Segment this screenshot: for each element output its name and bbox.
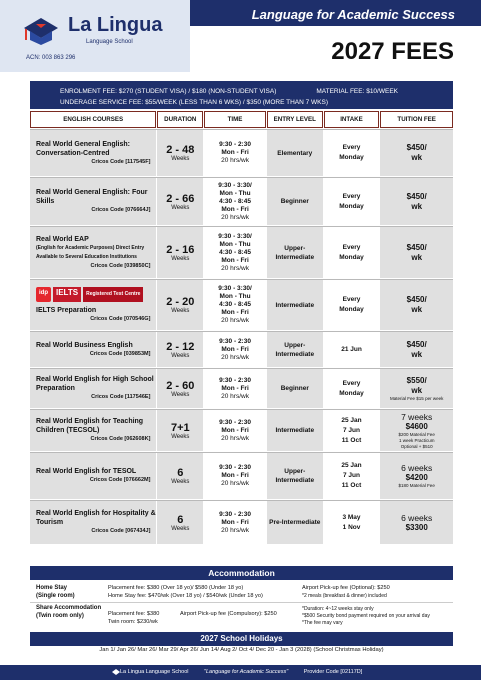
- intake-cell: [324, 453, 380, 499]
- footer-motto: "Language for Academic Success": [204, 669, 289, 675]
- fee-cell: [380, 227, 453, 278]
- time-line: Mon - Fri: [221, 472, 249, 479]
- time-line: 4:30 - 8:45: [219, 301, 251, 308]
- table-row: [30, 226, 453, 278]
- column-header: INTAKE: [324, 111, 380, 128]
- intake-line: 11 Oct: [341, 482, 362, 489]
- duration-unit: Weeks: [171, 308, 190, 314]
- fees-table: [30, 111, 453, 544]
- fee-line: wk: [411, 385, 423, 395]
- duration-unit: Weeks: [171, 156, 190, 162]
- share-row: [30, 604, 453, 632]
- entry-cell: [267, 280, 323, 330]
- fee-line: wk: [411, 252, 423, 262]
- duration-unit: Weeks: [171, 525, 190, 532]
- fee-weeks: 6 weeks: [401, 512, 433, 523]
- time-line: 9:30 - 3:30/: [218, 285, 252, 292]
- time-line: Mon - Fri: [221, 384, 249, 392]
- time-line: Mon - Fri: [221, 345, 249, 353]
- course-name: Real World English for High School Preparation: [36, 376, 154, 392]
- share-placement: Placement fee: $380: [108, 611, 160, 617]
- time-line: 9:30 - 2:30: [219, 337, 251, 345]
- duration: 2 - 16: [166, 243, 195, 256]
- fee-note: $180 Material Fee: [398, 483, 435, 488]
- ielts-logo: IELTS: [53, 287, 81, 302]
- fee-cell: [380, 280, 453, 330]
- test-centre-logo: Registered Test Centre: [83, 287, 143, 302]
- entry-level: Upper-Intermediate: [275, 468, 315, 484]
- fee-line: wk: [411, 349, 423, 359]
- time-line: 9:30 - 3:30/: [218, 181, 252, 189]
- time-line: 9:30 - 2:30: [219, 141, 251, 148]
- accommodation-title: Accommodation: [30, 566, 453, 580]
- entry-level: Upper-Intermediate: [275, 341, 315, 358]
- course-name: IELTS Preparation: [36, 306, 97, 314]
- duration: 2 - 20: [166, 296, 195, 308]
- time-line: 20 hrs/wk: [221, 353, 249, 361]
- duration: 7+1: [170, 421, 190, 434]
- entry-cell: [267, 332, 323, 367]
- time-cell: [204, 280, 266, 330]
- fee-amount: $3300: [405, 522, 428, 532]
- duration-unit: Weeks: [171, 479, 190, 485]
- course-cell: [30, 130, 156, 176]
- intake-line: Every: [342, 192, 361, 200]
- duration-cell: [157, 369, 203, 408]
- entry-cell: [267, 130, 323, 176]
- intake-line: Every: [342, 296, 361, 303]
- fee-weeks: 6 weeks: [401, 463, 433, 473]
- duration-cell: [157, 280, 203, 330]
- time-line: 4:30 - 8:45: [219, 197, 251, 205]
- intake-line: 3 May: [342, 513, 361, 521]
- entry-cell: [267, 178, 323, 225]
- intake-line: 25 Jan: [341, 416, 362, 424]
- cricos-code: Cricos Code [039853M]: [89, 350, 151, 357]
- course-cell: [30, 369, 156, 408]
- course-name: Real World English for TESOL: [36, 468, 137, 475]
- entry-level: Intermediate: [275, 427, 315, 434]
- course-name: Real World General English: Four Skills: [36, 189, 148, 205]
- intake-line: 21 Jun: [341, 345, 362, 353]
- intake-line: Monday: [339, 389, 364, 397]
- homestay-label: Home Stay (Single room): [36, 585, 75, 599]
- fee-cell: [380, 332, 453, 367]
- share-notes: [302, 606, 430, 627]
- cricos-code: Cricos Code [076662M]: [89, 477, 151, 483]
- table-row: [30, 409, 453, 451]
- fee-amount: $4600: [405, 421, 428, 431]
- intake-line: Every: [342, 379, 361, 387]
- time-line: Mon - Fri: [221, 426, 249, 434]
- time-line: Mon - Fri: [221, 256, 249, 264]
- mortarboard-icon: [22, 14, 60, 48]
- course-name: Real World English for Hospitality & Tourism: [36, 510, 156, 526]
- entry-level: Pre-Intermediate: [269, 519, 321, 526]
- intake-cell: [324, 410, 380, 451]
- intake-cell: [324, 280, 380, 330]
- time-cell: [204, 227, 266, 278]
- fee-line: $450/: [406, 143, 427, 152]
- duration: 2 - 66: [166, 192, 195, 205]
- page-title: 2027 FEES: [331, 38, 454, 65]
- fee-weeks: 7 weeks: [401, 411, 433, 422]
- ielts-logos: [36, 287, 156, 302]
- time-line: 9:30 - 3:30/: [218, 232, 252, 240]
- cricos-code: Cricos Code [117546E]: [91, 394, 151, 400]
- time-cell: [204, 332, 266, 367]
- entry-cell: [267, 501, 323, 544]
- time-line: Mon - Thu: [219, 240, 251, 248]
- time-line: 20 hrs/wk: [221, 317, 249, 324]
- duration-unit: Weeks: [171, 352, 190, 359]
- share-note: *$500 Security bond payment required on your arrival day: [302, 613, 430, 619]
- table-row: [30, 129, 453, 176]
- cricos-code: Cricos Code [039850C]: [90, 262, 151, 269]
- table-row: [30, 177, 453, 225]
- fee-line: $450/: [406, 295, 427, 304]
- intake-cell: [324, 130, 380, 176]
- duration-unit: Weeks: [171, 204, 190, 211]
- time-line: Mon - Fri: [221, 149, 249, 156]
- course-cell: [30, 280, 156, 330]
- column-header: TUITION FEE: [380, 111, 453, 128]
- intake-cell: [324, 501, 380, 544]
- table-row: [30, 500, 453, 544]
- time-line: 20 hrs/wk: [221, 264, 249, 272]
- time-line: 20 hrs/wk: [221, 213, 249, 221]
- time-cell: [204, 130, 266, 176]
- column-header: ENTRY LEVEL: [267, 111, 323, 128]
- duration-cell: [157, 410, 203, 451]
- course-cell: [30, 227, 156, 278]
- homestay-airport: Airport Pick-up fee (Optional): $250: [302, 585, 390, 591]
- duration: 6: [177, 513, 184, 526]
- acn-number: ACN: 003 863 296: [26, 55, 76, 61]
- fee-note: 1 week Practicum: [398, 437, 435, 443]
- tagline-banner: Language for Academic Success: [190, 0, 481, 26]
- time-line: Mon - Fri: [221, 205, 249, 213]
- footer-provider: Provider Code [02117D]: [303, 669, 363, 675]
- footer-school: La Lingua Language School: [120, 669, 189, 675]
- duration-cell: [157, 332, 203, 367]
- course-cell: [30, 453, 156, 499]
- fee-line: wk: [411, 305, 423, 314]
- homestay-row: [30, 581, 453, 603]
- fee-note: Material Fee $15 per week: [390, 395, 444, 401]
- entry-level: Intermediate: [275, 301, 315, 309]
- entry-cell: [267, 369, 323, 408]
- entry-level: Beginner: [280, 198, 309, 205]
- cricos-code: Cricos Code [076664J]: [91, 207, 151, 213]
- cricos-code: Cricos Code [067434J]: [91, 528, 151, 534]
- course-cell: [30, 410, 156, 451]
- course-name: Real World General English: Conversation-Centred: [36, 140, 131, 157]
- time-line: 9:30 - 2:30: [219, 376, 251, 384]
- idp-logo: idp: [36, 287, 51, 302]
- entry-cell: [267, 410, 323, 451]
- time-line: 20 hrs/wk: [221, 480, 249, 487]
- homestay-fee: Home Stay fee: $470/wk (Over 18 yo) / $540/wk (Under 18 yo): [108, 593, 263, 599]
- intake-cell: [324, 178, 380, 225]
- time-line: Mon - Thu: [219, 293, 251, 300]
- fee-cell: [380, 410, 453, 451]
- table-row: [30, 452, 453, 499]
- intake-line: Monday: [339, 253, 364, 261]
- course-name: Real World EAP: [36, 235, 89, 243]
- intake-line: Every: [342, 243, 361, 251]
- homestay-meals: *2 meals (breakfast & dinner) included: [302, 593, 387, 599]
- intake-cell: [324, 369, 380, 408]
- fee-cell: [380, 501, 453, 544]
- course-sub: (English for Academic Purposes) Direct Entry Available to Several Education Institutions: [36, 244, 145, 260]
- time-line: 20 hrs/wk: [221, 526, 249, 534]
- enrolment-fee: ENROLMENT FEE: $270 (STUDENT VISA) / $180 (NON-STUDENT VISA): [60, 88, 277, 95]
- entry-cell: [267, 227, 323, 278]
- course-cell: [30, 501, 156, 544]
- logo-area: [0, 0, 190, 72]
- duration-unit: Weeks: [171, 255, 190, 262]
- cricos-code: Cricos Code [117545F]: [91, 158, 151, 165]
- enrolment-banner: [30, 81, 453, 109]
- time-line: 20 hrs/wk: [221, 434, 249, 442]
- share-note: *The fee may vary: [302, 620, 343, 626]
- table-row: [30, 331, 453, 367]
- fee-note: $200 Material Fee: [398, 431, 435, 437]
- time-line: Mon - Thu: [219, 189, 251, 197]
- intake-line: Monday: [339, 202, 364, 210]
- time-line: 4:30 - 8:45: [219, 248, 251, 256]
- intake-line: 11 Oct: [341, 436, 362, 444]
- fee-line: wk: [411, 153, 423, 162]
- holidays-dates: Jan 1/ Jan 26/ Mar 26/ Mar 29/ Apr 26/ Jun 14/ Aug 2/ Oct 4/ Dec 20 - Jan 3 (2028) (School Christmas Holiday): [99, 647, 384, 653]
- fee-line: $550/: [406, 375, 427, 385]
- duration: 6: [177, 467, 184, 479]
- underage-fee: UNDERAGE SERVICE FEE: $55/WEEK (LESS THAN 6 WKS) / $350 (MORE THAN 7 WKS): [60, 99, 329, 106]
- time-cell: [204, 369, 266, 408]
- column-header: ENGLISH COURSES: [30, 111, 156, 128]
- time-line: 9:30 - 2:30: [219, 510, 251, 518]
- table-row: [30, 279, 453, 330]
- homestay-placement: Placement fee: $380 (Over 18 yo)/ $580 (Under 18 yo): [108, 585, 244, 591]
- time-cell: [204, 453, 266, 499]
- fee-line: $450/: [406, 191, 427, 201]
- intake-line: 1 Nov: [342, 523, 361, 531]
- intake-line: 25 Jan: [341, 462, 362, 469]
- duration-cell: [157, 453, 203, 499]
- entry-level: Upper-Intermediate: [275, 244, 315, 261]
- footer: [0, 665, 481, 680]
- column-header: TIME: [204, 111, 266, 128]
- intake-line: 7 Jun: [343, 472, 360, 479]
- fee-cell: [380, 369, 453, 408]
- intake-cell: [324, 227, 380, 278]
- course-cell: [30, 332, 156, 367]
- duration-cell: [157, 178, 203, 225]
- time-cell: [204, 501, 266, 544]
- fee-amount: $4200: [405, 473, 428, 482]
- entry-level: Elementary: [277, 149, 313, 157]
- duration-cell: [157, 227, 203, 278]
- time-cell: [204, 178, 266, 225]
- intake-line: Monday: [339, 306, 364, 313]
- course-name: Real World English for Teaching Children (TECSOL): [36, 418, 144, 434]
- cricos-code: Cricos Code [070546G]: [90, 315, 151, 322]
- fee-cell: [380, 453, 453, 499]
- time-line: 20 hrs/wk: [221, 392, 249, 400]
- fee-line: $450/: [406, 339, 427, 349]
- time-cell: [204, 410, 266, 451]
- logo-sub: Language School: [86, 39, 133, 45]
- table-row: [30, 368, 453, 408]
- intake-line: Every: [342, 144, 361, 151]
- entry-cell: [267, 453, 323, 499]
- time-line: Mon - Fri: [221, 309, 249, 316]
- intake-cell: [324, 332, 380, 367]
- logo-name: La Lingua: [68, 14, 163, 36]
- time-line: 9:30 - 2:30: [219, 464, 251, 471]
- holidays-title: 2027 School Holidays: [30, 632, 453, 646]
- time-line: 20 hrs/wk: [221, 157, 249, 164]
- share-label: Share Accommodation (Twin room only): [36, 605, 102, 619]
- duration-unit: Weeks: [171, 391, 190, 398]
- fee-line: wk: [411, 201, 423, 211]
- mortarboard-icon: [112, 669, 120, 676]
- course-name: Real World Business English: [36, 341, 133, 349]
- share-airport: Airport Pick-up fee (Compulsory): $250: [180, 611, 277, 617]
- intake-line: 7 Jun: [343, 426, 360, 434]
- entry-level: Beginner: [280, 385, 309, 392]
- column-header: DURATION: [157, 111, 203, 128]
- fee-cell: [380, 130, 453, 176]
- duration: 2 - 60: [166, 379, 195, 392]
- duration: 2 - 48: [166, 144, 195, 156]
- duration-cell: [157, 501, 203, 544]
- fee-cell: [380, 178, 453, 225]
- material-fee: MATERIAL FEE: $10/WEEK: [316, 88, 398, 95]
- fee-note: Optional + $510: [400, 443, 433, 449]
- duration-cell: [157, 130, 203, 176]
- time-line: Mon - Fri: [221, 518, 249, 526]
- duration-unit: Weeks: [171, 433, 190, 440]
- course-cell: [30, 178, 156, 225]
- share-twin: Twin room: $230/wk: [108, 619, 158, 625]
- cricos-code: Cricos Code [062608K]: [90, 436, 151, 442]
- table-header: [30, 111, 453, 128]
- intake-line: Monday: [339, 154, 364, 161]
- share-note: *Duration: 4~12 weeks stay only: [302, 606, 374, 612]
- duration: 2 - 12: [166, 340, 195, 353]
- time-line: 9:30 - 2:30: [219, 418, 251, 426]
- fee-line: $450/: [406, 242, 427, 252]
